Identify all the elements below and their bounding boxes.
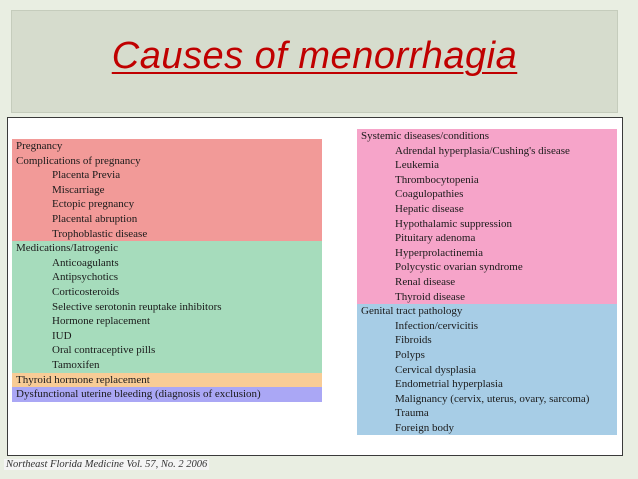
left-column (12, 139, 322, 402)
cause-item: Malignancy (cervix, uterus, ovary, sarcoma) (395, 392, 590, 405)
cause-item: Hormone replacement (52, 315, 151, 328)
category-block (12, 373, 322, 388)
cause-item: IUD (52, 329, 72, 342)
cause-item: Pituitary adenoma (395, 232, 476, 245)
cause-item: Fibroids (395, 334, 432, 347)
cause-item: Selective serotonin reuptake inhibitors (52, 300, 222, 313)
category-block (12, 387, 322, 402)
category-heading: Thyroid hormone replacement (16, 373, 150, 386)
cause-item: Anticoagulants (52, 256, 119, 269)
cause-item: Hepatic disease (395, 202, 464, 215)
slide-title: Causes of menorrhagia (111, 35, 518, 77)
cause-item: Corticosteroids (52, 285, 120, 298)
cause-item: Hypothalamic suppression (395, 217, 513, 230)
right-column (357, 129, 617, 435)
category-heading: Pregnancy (16, 140, 63, 152)
cause-item: Placenta Previa (52, 169, 121, 182)
category-block (12, 139, 322, 241)
cause-item: Infection/cervicitis (395, 319, 479, 332)
category-heading: Systemic diseases/conditions (361, 130, 490, 142)
cause-item: Foreign body (395, 421, 454, 434)
cause-item: Polycystic ovarian syndrome (395, 261, 523, 274)
category-block (12, 241, 322, 372)
cause-item: Thrombocytopenia (395, 173, 479, 186)
cause-item: Coagulopathies (395, 188, 464, 201)
source-citation: Northeast Florida Medicine Vol. 57, No. 2 2006 (6, 459, 208, 470)
cause-item: Trauma (395, 407, 429, 420)
cause-item: Endometrial hyperplasia (395, 378, 503, 391)
cause-item: Miscarriage (52, 183, 105, 196)
cause-item: Hyperprolactinemia (395, 246, 483, 259)
cause-item: Polyps (395, 348, 425, 361)
cause-item: Thyroid disease (395, 290, 465, 303)
category-heading: Genital tract pathology (361, 305, 463, 318)
cause-item: Adrendal hyperplasia/Cushing's disease (395, 144, 570, 157)
cause-item: Leukemia (395, 159, 439, 172)
title-banner (11, 10, 618, 113)
cause-item: Tamoxifen (52, 358, 100, 371)
cause-item: Trophoblastic disease (52, 227, 148, 240)
category-block (357, 129, 617, 304)
cause-item: Antipsychotics (52, 271, 118, 284)
cause-item: Cervical dysplasia (395, 363, 476, 376)
category-heading: Medications/Iatrogenic (16, 242, 119, 255)
category-heading: Dysfunctional uterine bleeding (diagnosis of exclusion) (16, 388, 261, 401)
category-block (357, 304, 617, 435)
cause-item: Renal disease (395, 275, 456, 288)
cause-item: Oral contraceptive pills (52, 344, 156, 357)
cause-item: Ectopic pregnancy (52, 198, 135, 211)
cause-item: Placental abruption (52, 212, 138, 225)
category-heading: Complications of pregnancy (16, 154, 141, 167)
